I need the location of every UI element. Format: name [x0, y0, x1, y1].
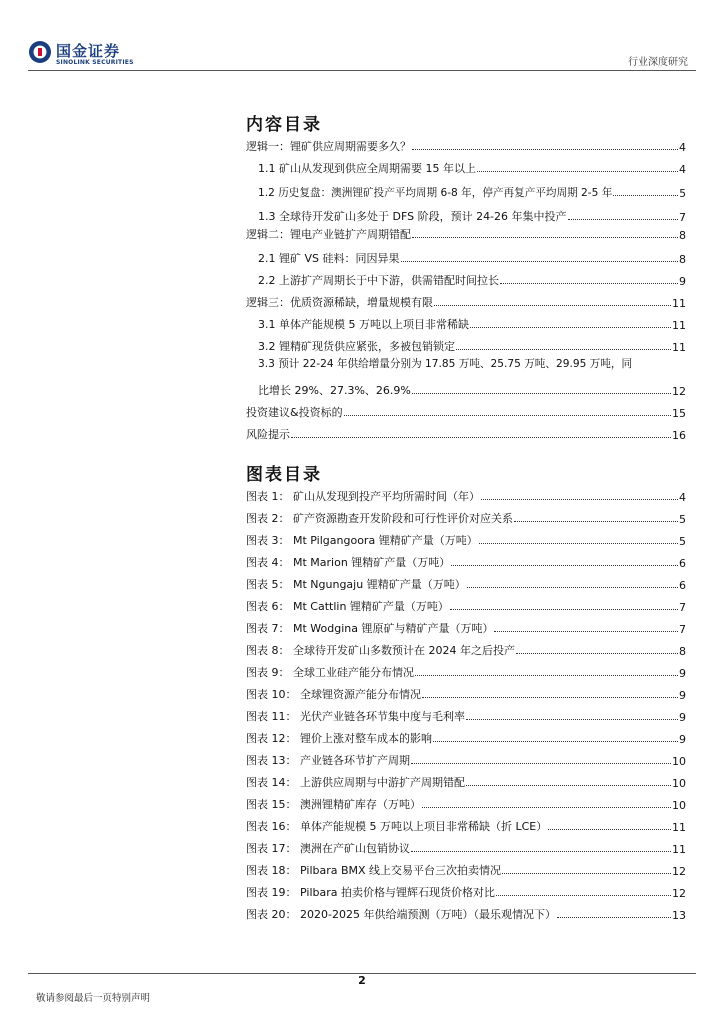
toc-entry-page: 8: [679, 229, 686, 242]
figure-entry-text: 图表 7： Mt Wodgina 锂原矿与精矿产量（万吨）: [246, 622, 494, 635]
figure-entry-16[interactable]: [246, 814, 686, 834]
figure-entry-page: 11: [672, 843, 686, 856]
dot-leader: [291, 437, 671, 438]
figure-entry-15[interactable]: [246, 792, 686, 812]
figure-entry-4[interactable]: [246, 550, 686, 570]
toc-entry-logic-2[interactable]: [246, 222, 686, 242]
toc-entry-page: 4: [679, 141, 686, 154]
figure-entry-5[interactable]: [246, 572, 686, 592]
toc-entry-page: 4: [679, 163, 686, 176]
figure-entry-8[interactable]: [246, 638, 686, 658]
dot-leader: [514, 521, 678, 522]
dot-leader: [479, 543, 678, 544]
figures-title: 图表目录: [246, 465, 322, 485]
toc-entry-page: 11: [672, 319, 686, 332]
logo-cn-text: 国金证券: [56, 42, 121, 60]
page-number: 2: [358, 974, 366, 987]
dot-leader: [411, 763, 671, 764]
toc-entry-page: 5: [679, 188, 686, 200]
figure-entry-17[interactable]: [246, 836, 686, 856]
figure-entry-page: 11: [672, 821, 686, 834]
dot-leader: [412, 149, 678, 150]
figure-entry-text: 图表 16： 单体产能规模 5 万吨以上项目非常稀缺（折 LCE）: [246, 820, 548, 833]
toc-entry-investment[interactable]: [246, 400, 686, 420]
header-divider: [28, 70, 696, 71]
dot-leader: [568, 219, 678, 220]
figure-entry-text: 图表 8： 全球待开发矿山多数预计在 2024 年之后投产: [246, 644, 515, 657]
dot-leader: [502, 873, 671, 874]
figure-entry-page: 7: [679, 623, 686, 636]
figure-entry-page: 8: [679, 645, 686, 658]
logo-en-text: SINOLINK SECURITIES: [56, 59, 134, 66]
toc-entry-text: 3.2 锂精矿现货供应紧张，多被包销锁定: [258, 340, 455, 353]
toc-entry-page: 11: [672, 341, 686, 354]
toc-entry-text: 逻辑二：锂电产业链扩产周期错配: [246, 228, 411, 241]
figure-entry-1[interactable]: [246, 484, 686, 504]
dot-leader: [496, 895, 671, 896]
toc-entry-2-2[interactable]: [258, 268, 686, 288]
figure-entry-text: 图表 13： 产业链各环节扩产周期: [246, 754, 410, 767]
toc-entry-1-3[interactable]: [258, 204, 686, 224]
toc-entry-1-1[interactable]: [258, 156, 686, 176]
dot-leader: [470, 327, 671, 328]
figure-entry-text: 图表 12： 锂价上涨对整车成本的影响: [246, 732, 432, 745]
figure-entry-text: 图表 6： Mt Cattlin 锂精矿产量（万吨）: [246, 600, 449, 613]
figure-entry-page: 10: [672, 755, 686, 768]
figure-entry-3[interactable]: [246, 528, 686, 548]
figure-entry-page: 6: [679, 557, 686, 570]
toc-entry-text: 风险提示: [246, 428, 290, 441]
figure-entry-11[interactable]: [246, 704, 686, 724]
toc-entry-3-1[interactable]: [258, 312, 686, 332]
toc-entry-page: 7: [679, 211, 686, 224]
figure-entry-10[interactable]: [246, 682, 686, 702]
figure-entry-page: 9: [679, 689, 686, 702]
figure-entry-page: 9: [679, 667, 686, 680]
toc-entry-text: 3.3 预计 22-24 年供给增量分别为 17.85 万吨、25.75 万吨、29.95 万吨，同: [258, 358, 633, 370]
figure-entry-text: 图表 5： Mt Ngungaju 锂精矿产量（万吨）: [246, 578, 466, 591]
figure-entry-page: 12: [672, 887, 686, 900]
toc-entry-text: 逻辑一：锂矿供应周期需要多久？: [246, 140, 411, 153]
figure-entry-page: 9: [679, 711, 686, 724]
dot-leader: [412, 393, 671, 394]
toc-entry-page: 16: [672, 429, 686, 442]
toc-entry-2-1[interactable]: [258, 246, 686, 266]
toc-entry-page: 12: [672, 385, 686, 398]
dot-leader: [401, 261, 679, 262]
toc-entry-text: 1.3 全球待开发矿山多处于 DFS 阶段，预计 24-26 年集中投产: [258, 210, 567, 223]
toc-entry-text: 1.2 历史复盘：澳洲锂矿投产平均周期 6-8 年，停产再复产平均周期 2-5 年: [258, 187, 613, 199]
toc-entry-text: 逻辑三：优质资源稀缺，增量规模有限: [246, 296, 433, 309]
figure-entry-12[interactable]: [246, 726, 686, 746]
dot-leader: [467, 587, 678, 588]
dot-leader: [548, 829, 671, 830]
figure-entry-text: 图表 9： 全球工业硅产能分布情况: [246, 666, 414, 679]
toc-entry-1-2[interactable]: [258, 180, 686, 200]
contents-title: 内容目录: [246, 115, 322, 135]
toc-entry-text: 投资建议&投资标的: [246, 406, 343, 419]
toc-entry-page: 8: [679, 253, 686, 266]
dot-leader: [456, 349, 671, 350]
dot-leader: [466, 785, 671, 786]
dot-leader: [411, 851, 671, 852]
toc-entry-3-3[interactable]: [258, 356, 686, 376]
figure-entry-text: 图表 2： 矿产资源勘查开发阶段和可行性评价对应关系: [246, 512, 513, 525]
figure-entry-text: 图表 3： Mt Pilgangoora 锂精矿产量（万吨）: [246, 534, 478, 547]
figure-entry-page: 6: [679, 579, 686, 592]
figure-entry-page: 5: [679, 535, 686, 548]
toc-entry-page: 9: [679, 275, 686, 288]
figure-entry-page: 10: [672, 799, 686, 812]
dot-leader: [613, 195, 678, 196]
figure-entry-20[interactable]: [246, 902, 686, 922]
figure-entry-text: 图表 11： 光伏产业链各环节集中度与毛利率: [246, 710, 465, 723]
dot-leader: [466, 719, 678, 720]
dot-leader: [450, 609, 678, 610]
toc-entry-text: 2.1 锂矿 VS 硅料：同因异果: [258, 252, 400, 265]
figure-entry-page: 10: [672, 777, 686, 790]
figure-entry-19[interactable]: [246, 880, 686, 900]
figure-entry-9[interactable]: [246, 660, 686, 680]
dot-leader: [412, 237, 678, 238]
figure-entry-page: 12: [672, 865, 686, 878]
dot-leader: [415, 675, 678, 676]
toc-entry-text: 2.2 上游扩产周期长于中下游，供需错配时间拉长: [258, 274, 499, 287]
figure-entry-page: 13: [672, 909, 686, 922]
toc-entry-logic-1[interactable]: [246, 134, 686, 154]
figure-entry-text: 图表 15： 澳洲锂精矿库存（万吨）: [246, 798, 421, 811]
toc-entry-text: 1.1 矿山从发现到供应全周期需要 15 年以上: [258, 162, 476, 175]
figure-entry-13[interactable]: [246, 748, 686, 768]
dot-leader: [494, 631, 678, 632]
toc-entry-logic-3[interactable]: [246, 290, 686, 310]
figure-entry-2[interactable]: [246, 506, 686, 526]
dot-leader: [433, 741, 678, 742]
dot-leader: [500, 283, 678, 284]
figure-entry-text: 图表 10： 全球锂资源产能分布情况: [246, 688, 421, 701]
figure-entry-text: 图表 18： Pilbara BMX 线上交易平台三次拍卖情况: [246, 864, 502, 877]
dot-leader: [477, 171, 678, 172]
dot-leader: [344, 415, 671, 416]
toc-entry-3-3-cont[interactable]: [258, 378, 686, 398]
figure-entry-text: 图表 1： 矿山从发现到投产平均所需时间（年）: [246, 490, 480, 503]
figure-entry-text: 图表 20： 2020-2025 年供给端预测（万吨）（最乐观情况下）: [246, 908, 556, 921]
figure-entry-text: 图表 4： Mt Marion 锂精矿产量（万吨）: [246, 556, 451, 569]
dot-leader: [451, 565, 678, 566]
toc-entry-3-2[interactable]: [258, 334, 686, 354]
figure-entry-text: 图表 14： 上游供应周期与中游扩产周期错配: [246, 776, 465, 789]
report-type: 行业深度研究: [628, 57, 688, 68]
figure-entry-6[interactable]: [246, 594, 686, 614]
figure-entry-page: 5: [679, 513, 686, 526]
dot-leader: [516, 653, 678, 654]
figure-entry-text: 图表 17： 澳洲在产矿山包销协议: [246, 842, 410, 855]
figure-entry-7[interactable]: [246, 616, 686, 636]
toc-entry-page: 11: [672, 297, 686, 310]
dot-leader: [422, 807, 671, 808]
figure-entry-text: 图表 19： Pilbara 拍卖价格与锂辉石现货价格对比: [246, 886, 495, 899]
figure-entry-page: 4: [679, 491, 686, 504]
figure-entry-14[interactable]: [246, 770, 686, 790]
figure-entry-18[interactable]: [246, 858, 686, 878]
figure-entry-page: 9: [679, 733, 686, 746]
sinolink-logo-icon: [28, 40, 52, 64]
page-header: [0, 0, 724, 80]
dot-leader: [481, 499, 678, 500]
toc-entry-page: 15: [672, 407, 686, 420]
dot-leader: [422, 697, 678, 698]
footer-disclaimer: 敬请参阅最后一页特别声明: [36, 993, 151, 1004]
dot-leader: [434, 305, 671, 306]
dot-leader: [557, 917, 671, 918]
toc-entry-text: 比增长 29%、27.3%、26.9%: [258, 384, 411, 397]
toc-entry-text: 3.1 单体产能规模 5 万吨以上项目非常稀缺: [258, 318, 469, 331]
figure-entry-page: 7: [679, 601, 686, 614]
toc-entry-risk[interactable]: [246, 422, 686, 442]
